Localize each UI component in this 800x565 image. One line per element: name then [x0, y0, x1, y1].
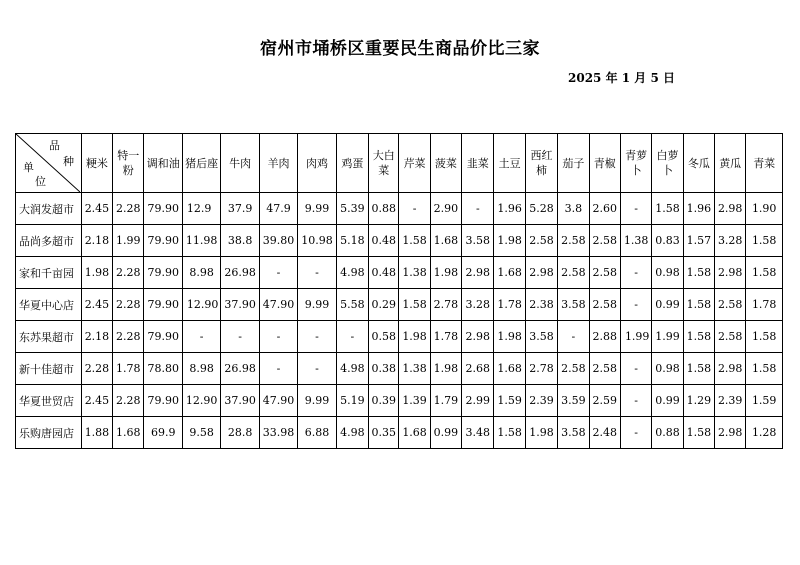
price-cell: 1.57	[683, 225, 714, 257]
column-header: 肉鸡	[298, 134, 336, 193]
price-cell: 5.28	[525, 193, 557, 225]
price-cell: -	[298, 321, 336, 353]
price-cell: 1.68	[430, 225, 461, 257]
price-cell: 0.99	[652, 289, 683, 321]
price-cell: 79.90	[144, 289, 182, 321]
price-cell: 47.9	[259, 193, 297, 225]
price-cell: 26.98	[221, 353, 259, 385]
price-cell: 1.58	[683, 321, 714, 353]
price-cell: 0.99	[430, 417, 461, 449]
price-cell: 2.98	[462, 257, 494, 289]
price-cell: 3.58	[558, 417, 589, 449]
price-cell: 0.29	[369, 289, 399, 321]
price-cell: 1.58	[683, 257, 714, 289]
price-cell: 2.78	[430, 289, 461, 321]
price-cell: -	[620, 417, 651, 449]
price-cell: 1.58	[683, 289, 714, 321]
price-cell: 1.68	[494, 257, 525, 289]
price-cell: 2.78	[525, 353, 557, 385]
price-cell: 1.58	[683, 353, 714, 385]
price-cell: -	[620, 353, 651, 385]
price-cell: 2.59	[589, 385, 620, 417]
price-cell: 9.99	[298, 289, 336, 321]
price-cell: 12.9	[182, 193, 220, 225]
price-cell: 2.58	[715, 289, 746, 321]
price-cell: 2.98	[715, 353, 746, 385]
price-cell: -	[298, 257, 336, 289]
price-cell: -	[259, 257, 297, 289]
price-cell: 9.99	[298, 385, 336, 417]
price-cell: 1.98	[494, 321, 525, 353]
price-cell: 0.98	[652, 257, 683, 289]
price-cell: -	[620, 289, 651, 321]
price-cell: 0.88	[652, 417, 683, 449]
column-header: 菠菜	[430, 134, 461, 193]
price-cell: 2.98	[715, 417, 746, 449]
price-cell: 37.9	[221, 193, 259, 225]
price-cell: 3.59	[558, 385, 589, 417]
column-header: 芹菜	[399, 134, 430, 193]
price-cell: 79.90	[144, 225, 182, 257]
price-cell: 1.96	[683, 193, 714, 225]
price-cell: 2.98	[462, 321, 494, 353]
price-cell: 1.78	[494, 289, 525, 321]
price-cell: 69.9	[144, 417, 182, 449]
price-cell: 3.58	[462, 225, 494, 257]
price-cell: 1.58	[399, 225, 430, 257]
price-cell: 1.88	[81, 417, 112, 449]
price-cell: 1.98	[525, 417, 557, 449]
price-cell: 5.19	[336, 385, 368, 417]
price-cell: 78.80	[144, 353, 182, 385]
corner-label-bottom2: 位	[35, 175, 46, 188]
store-name-cell: 品尚多超市	[16, 225, 82, 257]
column-header: 粳米	[81, 134, 112, 193]
price-cell: 2.90	[430, 193, 461, 225]
column-header: 韭菜	[462, 134, 494, 193]
column-header: 牛肉	[221, 134, 259, 193]
price-cell: 1.78	[430, 321, 461, 353]
price-cell: 2.98	[715, 257, 746, 289]
column-header: 土豆	[494, 134, 525, 193]
price-cell: 0.48	[369, 225, 399, 257]
price-cell: 0.98	[652, 353, 683, 385]
price-cell: 2.28	[81, 353, 112, 385]
price-cell: 1.38	[399, 257, 430, 289]
corner-header-cell	[16, 134, 82, 193]
price-cell: 2.58	[589, 225, 620, 257]
price-cell: -	[298, 353, 336, 385]
price-cell: 8.98	[182, 353, 220, 385]
price-cell: 12.90	[182, 289, 220, 321]
price-cell: 4.98	[336, 417, 368, 449]
price-cell: 1.98	[430, 257, 461, 289]
price-cell: 2.58	[558, 257, 589, 289]
price-cell: -	[399, 193, 430, 225]
corner-label-top2: 种	[63, 155, 74, 168]
price-cell: 79.90	[144, 385, 182, 417]
price-cell: 0.48	[369, 257, 399, 289]
price-cell: 0.39	[369, 385, 399, 417]
price-cell: 8.98	[182, 257, 220, 289]
price-cell: -	[182, 321, 220, 353]
price-cell: -	[336, 321, 368, 353]
price-cell: 1.99	[652, 321, 683, 353]
price-cell: 1.59	[494, 385, 525, 417]
price-cell: 2.28	[113, 321, 144, 353]
price-cell: 2.99	[462, 385, 494, 417]
price-cell: 1.29	[683, 385, 714, 417]
price-cell: 11.98	[182, 225, 220, 257]
price-cell: 1.58	[746, 225, 783, 257]
price-cell: 2.58	[589, 353, 620, 385]
price-cell: 2.39	[715, 385, 746, 417]
price-cell: 39.80	[259, 225, 297, 257]
price-cell: 1.58	[494, 417, 525, 449]
price-comparison-table	[15, 133, 783, 449]
column-header: 羊肉	[259, 134, 297, 193]
price-cell: 1.98	[81, 257, 112, 289]
store-name-cell: 家和千亩园	[16, 257, 82, 289]
price-cell: 1.38	[620, 225, 651, 257]
price-cell: 47.90	[259, 385, 297, 417]
price-cell: 2.45	[81, 193, 112, 225]
price-cell: -	[259, 353, 297, 385]
table-row	[16, 225, 783, 257]
price-cell: 1.58	[652, 193, 683, 225]
price-cell: 5.58	[336, 289, 368, 321]
column-header: 青菜	[746, 134, 783, 193]
price-cell: 1.68	[113, 417, 144, 449]
column-header: 特一粉	[113, 134, 144, 193]
price-cell: 3.58	[558, 289, 589, 321]
price-cell: 79.90	[144, 257, 182, 289]
table-row	[16, 321, 783, 353]
price-cell: -	[620, 385, 651, 417]
price-cell: 0.58	[369, 321, 399, 353]
price-cell: 2.98	[525, 257, 557, 289]
column-header: 鸡蛋	[336, 134, 368, 193]
price-cell: 2.88	[589, 321, 620, 353]
price-cell: 3.8	[558, 193, 589, 225]
price-cell: 2.28	[113, 289, 144, 321]
price-cell: 1.98	[430, 353, 461, 385]
table-row	[16, 385, 783, 417]
column-header: 大白菜	[369, 134, 399, 193]
table-row	[16, 353, 783, 385]
price-cell: 1.58	[746, 321, 783, 353]
price-cell: 1.79	[430, 385, 461, 417]
price-cell: 1.68	[399, 417, 430, 449]
column-header: 冬瓜	[683, 134, 714, 193]
price-cell: 3.58	[525, 321, 557, 353]
price-cell: 4.98	[336, 353, 368, 385]
price-cell: 1.98	[399, 321, 430, 353]
price-cell: 2.58	[558, 353, 589, 385]
price-cell: 1.99	[620, 321, 651, 353]
price-cell: 1.96	[494, 193, 525, 225]
price-cell: -	[620, 257, 651, 289]
price-cell: 79.90	[144, 321, 182, 353]
price-cell: 33.98	[259, 417, 297, 449]
price-cell: 3.28	[715, 225, 746, 257]
column-header: 猪后座	[182, 134, 220, 193]
price-cell: 1.28	[746, 417, 783, 449]
price-cell: 5.39	[336, 193, 368, 225]
price-cell: 2.18	[81, 225, 112, 257]
price-cell: 1.99	[113, 225, 144, 257]
store-name-cell: 乐购唐园店	[16, 417, 82, 449]
price-cell: 5.18	[336, 225, 368, 257]
price-cell: 2.45	[81, 289, 112, 321]
price-cell: 38.8	[221, 225, 259, 257]
price-cell: 1.59	[746, 385, 783, 417]
price-cell: 2.68	[462, 353, 494, 385]
price-cell: 2.28	[113, 193, 144, 225]
column-header: 青椒	[589, 134, 620, 193]
price-cell: 3.48	[462, 417, 494, 449]
price-cell: 1.58	[746, 257, 783, 289]
column-header: 青萝卜	[620, 134, 651, 193]
price-cell: 2.48	[589, 417, 620, 449]
column-header: 白萝卜	[652, 134, 683, 193]
column-header: 黄瓜	[715, 134, 746, 193]
price-cell: 28.8	[221, 417, 259, 449]
price-cell: 37.90	[221, 289, 259, 321]
price-cell: 2.58	[589, 257, 620, 289]
table-row	[16, 417, 783, 449]
price-cell: -	[221, 321, 259, 353]
column-header: 西红柿	[525, 134, 557, 193]
price-cell: -	[462, 193, 494, 225]
price-cell: 2.58	[525, 225, 557, 257]
price-cell: 2.58	[715, 321, 746, 353]
store-name-cell: 华夏中心店	[16, 289, 82, 321]
price-cell: 12.90	[182, 385, 220, 417]
price-cell: 6.88	[298, 417, 336, 449]
price-cell: 2.38	[525, 289, 557, 321]
price-cell: 2.18	[81, 321, 112, 353]
price-cell: 0.88	[369, 193, 399, 225]
column-header: 调和油	[144, 134, 182, 193]
page-title: 宿州市埇桥区重要民生商品价比三家	[260, 39, 540, 59]
price-cell: -	[259, 321, 297, 353]
report-date: 2025 年 1 月 5 日	[568, 71, 675, 85]
price-cell: 10.98	[298, 225, 336, 257]
store-name-cell: 东苏果超市	[16, 321, 82, 353]
price-cell: 2.58	[558, 225, 589, 257]
price-cell: 26.98	[221, 257, 259, 289]
price-cell: 1.78	[113, 353, 144, 385]
column-header: 茄子	[558, 134, 589, 193]
price-cell: -	[558, 321, 589, 353]
price-cell: 2.60	[589, 193, 620, 225]
price-cell: -	[620, 193, 651, 225]
price-cell: 1.90	[746, 193, 783, 225]
price-cell: 1.78	[746, 289, 783, 321]
corner-label-top1: 品	[49, 139, 60, 152]
price-cell: 0.99	[652, 385, 683, 417]
corner-label-bottom1: 单	[23, 161, 34, 174]
price-cell: 0.38	[369, 353, 399, 385]
price-cell: 2.28	[113, 385, 144, 417]
price-cell: 79.90	[144, 193, 182, 225]
price-cell: 0.35	[369, 417, 399, 449]
price-cell: 47.90	[259, 289, 297, 321]
price-cell: 2.58	[589, 289, 620, 321]
price-cell: 1.39	[399, 385, 430, 417]
table-row	[16, 257, 783, 289]
price-cell: 2.45	[81, 385, 112, 417]
table-header-row	[16, 134, 783, 193]
price-cell: 2.39	[525, 385, 557, 417]
price-cell: 2.28	[113, 257, 144, 289]
price-cell: 2.98	[715, 193, 746, 225]
price-cell: 1.58	[399, 289, 430, 321]
store-name-cell: 新十佳超市	[16, 353, 82, 385]
price-cell: 9.99	[298, 193, 336, 225]
price-cell: 1.58	[746, 353, 783, 385]
table-row	[16, 193, 783, 225]
price-cell: 0.83	[652, 225, 683, 257]
price-cell: 1.98	[494, 225, 525, 257]
table-row	[16, 289, 783, 321]
price-cell: 3.28	[462, 289, 494, 321]
store-name-cell: 大润发超市	[16, 193, 82, 225]
price-cell: 9.58	[182, 417, 220, 449]
price-cell: 1.58	[683, 417, 714, 449]
price-cell: 1.38	[399, 353, 430, 385]
price-cell: 1.68	[494, 353, 525, 385]
price-cell: 4.98	[336, 257, 368, 289]
store-name-cell: 华夏世贸店	[16, 385, 82, 417]
price-cell: 37.90	[221, 385, 259, 417]
